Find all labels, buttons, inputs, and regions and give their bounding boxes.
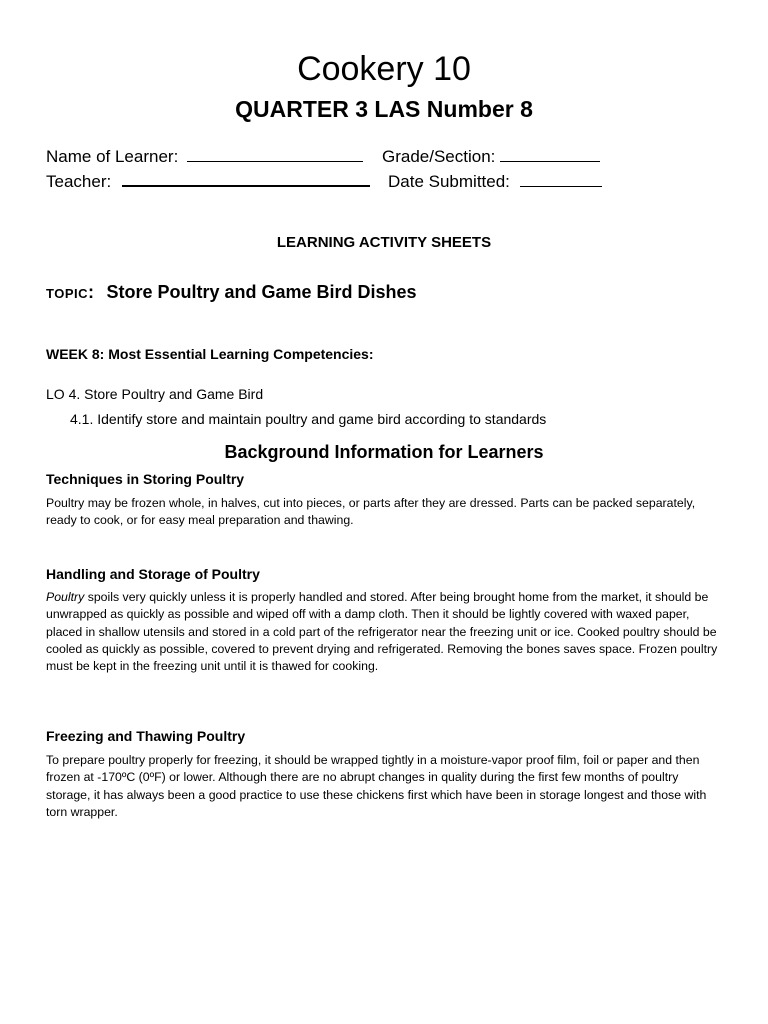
competencies-heading: WEEK 8: Most Essential Learning Competencies: bbox=[46, 346, 374, 362]
document-subtitle: QUARTER 3 LAS Number 8 bbox=[235, 96, 533, 122]
learner-name-row bbox=[46, 147, 363, 167]
learning-outcome: LO 4. Store Poultry and Game Bird bbox=[46, 386, 264, 402]
topic-colon: : bbox=[88, 282, 94, 302]
background-heading: Background Information for Learners bbox=[224, 442, 544, 462]
learning-outcome-sub-item: 4.1. Identify store and maintain poultry and game bird according to standards bbox=[70, 411, 547, 427]
date-submitted-row bbox=[388, 172, 602, 192]
topic-row bbox=[46, 282, 417, 303]
section-paragraph-storing: Poultry may be frozen whole, in halves, cut into pieces, or parts after they are dressed. Parts can be packed separately, ready to cook, or for easy meal preparation and thawing. bbox=[46, 496, 696, 528]
teacher-row bbox=[46, 172, 370, 192]
section-paragraph-handling bbox=[46, 589, 726, 675]
teacher-label: Teacher: bbox=[46, 172, 112, 191]
grade-section-row bbox=[382, 147, 600, 167]
paragraph-body: spoils very quickly unless it is properly handled and stored. After being brought home from the market, it should be unwrapped as quickly as possible and wiped off with a damp cloth. Then it should be lightly covered with waxed paper, placed in shallow utensils and stored in a cold part of the refrigerator near the freezing unit or ice. Cooked poultry should be cooled as quickly as possible, covered to prevent drying and refrigerated. Removing the bones saves space. Frozen poultry must be kept in the freezing unit until it is thawed for cooking. bbox=[46, 590, 718, 674]
section-paragraph-freezing: To prepare poultry properly for freezing, it should be wrapped tightly in a moisture-vapor proof film, foil or paper and then frozen at -170ºC (0ºF) or lower. Although there are no abrupt changes in quality during the first few months of poultry storage, it has always been a good practice to use these chickens first which have been in storage longest and those with torn wrapper. bbox=[46, 753, 707, 819]
learner-name-blank[interactable] bbox=[187, 147, 363, 162]
paragraph-lead-word: Poultry bbox=[46, 590, 85, 604]
date-submitted-blank[interactable] bbox=[520, 172, 602, 187]
grade-section-blank[interactable] bbox=[500, 147, 600, 162]
grade-section-label: Grade/Section: bbox=[382, 147, 496, 166]
las-heading: LEARNING ACTIVITY SHEETS bbox=[276, 234, 492, 251]
topic-label: TOPIC bbox=[46, 286, 88, 301]
section-heading-storing: Techniques in Storing Poultry bbox=[46, 471, 245, 487]
topic-text: Store Poultry and Game Bird Dishes bbox=[106, 282, 417, 302]
teacher-blank[interactable] bbox=[122, 172, 370, 187]
learner-name-label: Name of Learner: bbox=[46, 147, 179, 166]
section-heading-freezing: Freezing and Thawing Poultry bbox=[46, 728, 246, 744]
document-title: Cookery 10 bbox=[297, 50, 471, 88]
section-heading-handling: Handling and Storage of Poultry bbox=[46, 566, 260, 582]
date-submitted-label: Date Submitted: bbox=[388, 172, 510, 191]
